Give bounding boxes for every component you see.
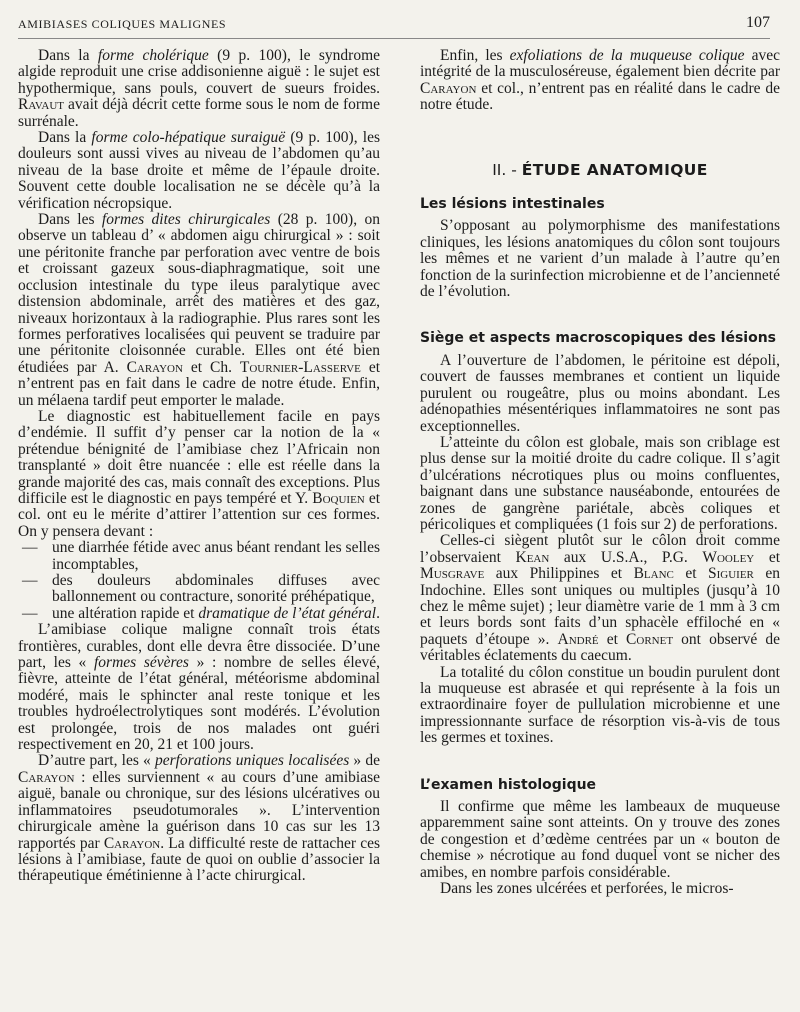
paragraph-perforations-siege: Celles-ci siègent plutôt sur le côlon droit comme l’observaient Kean aux U.S.A., P.G. Wooley et Musgrave aux Philippines et Blanc et Siguier en Indochine. Elles sont uniques ou multiples (jusqu’à 10 chez le même sujet) ; leur diamètre varie de 1 mm à 3 cm et leurs bords sont faits d’un sphacèle effiloché en « paquets d’étoupe ». André et Cornet ont observé de véritables éclatements du caecum. bbox=[420, 532, 781, 665]
right-column bbox=[420, 48, 780, 897]
list-item: — une altération rapide et dramatique de l’état général. bbox=[52, 606, 380, 622]
paragraph-forme-cholerique: Dans la forme cholérique (9 p. 100), le syndrome algide reproduit une crise addisonienne aiguë : le sujet est hypothermique, sans pouls, couvert de sueurs froides. Ravaut avait déjà décrit cette forme sous le nom de forme surrénale. bbox=[18, 47, 381, 130]
section-number: II. - bbox=[492, 160, 522, 179]
paragraph-forme-colo-hepatique: Dans la forme colo-hépatique suraiguë (9 p. 100), les douleurs sont aussi vives au niveau de l’abdomen qu’au niveau de la base droite et même de l’épaule droite. Souvent cette double localisation ne se décèle qu’à la vérification nécropsique. bbox=[18, 129, 380, 212]
paragraph-histologie: Il confirme que même les lambeaux de muqueuse apparemment saine sont atteints. On y trouve des zones de congestion et d’œdème centrées par un « bouton de chemise » nécrotique au fond duquel vont se nicher des amibes, en nombre parfois considérable. bbox=[420, 798, 780, 881]
paragraph-perforations-uniques: D’autre part, les « perforations uniques localisées » de Carayon : elles surviennent « au cours d’une amibiase aiguë, banale ou chronique, sur des lésions ulcératives ou inflammatoires pseudotumorales ». L’intervention chirurgicale amène la guérison dans 10 cas sur les 13 rapportés par Carayon. La difficulté reste de rattacher ces lésions à l’amibiase, faute de quoi on oublie d’associer la thérapeutique émétinienne à l’acte chirurgical. bbox=[18, 752, 380, 885]
list-item: — des douleurs abdominales diffuses avec ballonnement ou contracture, sonorité préhépatique, bbox=[52, 573, 380, 606]
subheading-siege-aspects: Siège et aspects macroscopiques des lésions bbox=[420, 330, 777, 347]
list-item: — une diarrhée fétide avec anus béant rendant les selles incomptables, bbox=[52, 540, 380, 573]
section-title bbox=[420, 162, 780, 178]
symptom-list bbox=[18, 540, 380, 622]
page-number: 107 bbox=[746, 14, 770, 31]
running-title: AMIBIASES COLIQUES MALIGNES bbox=[18, 17, 227, 31]
paragraph-ouverture-abdomen: A l’ouverture de l’abdomen, le péritoine est dépoli, couvert de fausses membranes et contient un liquide purulent ou rougeâtre, plus ou moins abondant. Les adénopathies mésentériques inflammatoires ne sont pas exceptionnelles. bbox=[420, 351, 780, 435]
paragraph-formes-chirurgicales: Dans les formes dites chirurgicales (28 p. 100), on observe un tableau d’ « abdomen aigu chirurgical » : soit une péritonite franche par perforation avec ventre de bois et croissant gazeux sous-diaphragmatique, soit une occlusion intestinale du type ileus paralytique avec distension abdominale, arrêt des matières et des gaz, niveaux horizontaux à la radiographie. Plus rares sont les formes perforatives localisées qui peuvent se traduire par une péritonite cloisonnée curable. Elles ont été bien étudiées par A. Carayon et Ch. Tournier-Lasserve et n’entrent pas en fait dans le cadre de notre étude. Enfin, un mélaena tardif peut emporter le malade. bbox=[18, 211, 381, 409]
paragraph-zones-ulcerees: Dans les zones ulcérées et perforées, le micros- bbox=[440, 880, 734, 898]
left-column bbox=[18, 48, 380, 885]
paragraph-exfoliations: Enfin, les exfoliations de la muqueuse colique avec intégrité de la musculoséreuse, également bien décrite par Carayon et col., n’entrent pas en réalité dans le cadre de notre étude. bbox=[420, 47, 781, 114]
paragraph-polymorphisme: S’opposant au polymorphisme des manifestations cliniques, les lésions anatomiques du côlon sont toujours les mêmes et ne varient d’un malade à l’autre qu’en fonction de la surinfection microbienne et de l’ancienneté de l’évolution. bbox=[420, 217, 780, 301]
paragraph-totalite-colon: La totalité du côlon constitue un boudin purulent dont la muqueuse est abrasée et qui représente à la fois un extraordinaire foyer de pullulation microbienne et une impressionnante surface de résorption vis-à-vis de tous les germes et toxines. bbox=[420, 663, 780, 747]
paragraph-etats-frontieres: L’amibiase colique maligne connaît trois états frontières, curables, dont elle devra être dissociée. D’une part, les « formes sévères » : nombre de selles élevé, fièvre, atteinte de l’état général, météorisme abdominal modéré, mais le sphincter anal reste tonique et les troubles hydroélectrolytiques sont modérés. L’évolution est prolongée, trois de nos malades ont guéri respectivement en 20, 21 et 100 jours. bbox=[18, 621, 381, 754]
subheading-lesions-intestinales: Les lésions intestinales bbox=[420, 196, 605, 213]
paragraph-diagnostic: Le diagnostic est habituellement facile en pays d’endémie. Il suffit d’y penser car la notion de la « prétendue bénignité de l’amibiase chez l’Africain non transplanté » doit être nuancée : elle est réelle dans la grande majorité des cas, mais connaît des exceptions. Plus difficile est le diagnostic en pays tempéré et Y. Boquien et col. ont eu le mérite d’attirer l’attention sur ces formes. On y pensera devant : bbox=[18, 407, 380, 540]
paragraph-atteinte-colon: L’atteinte du côlon est globale, mais son criblage est plus dense sur la moitié droite du cadre colique. Il s’agit d’ulcérations nécrotiques plus ou moins confluentes, baignant dans une substance nauséabonde, entourées de zones de gangrène pariétale, abcès coliques et péricoliques et compliquées (1 fois sur 2) de perforations. bbox=[420, 433, 780, 533]
section-heading: ÉTUDE ANATOMIQUE bbox=[521, 160, 708, 179]
subheading-examen-histologique: L’examen histologique bbox=[420, 776, 597, 793]
page-header bbox=[18, 14, 770, 39]
